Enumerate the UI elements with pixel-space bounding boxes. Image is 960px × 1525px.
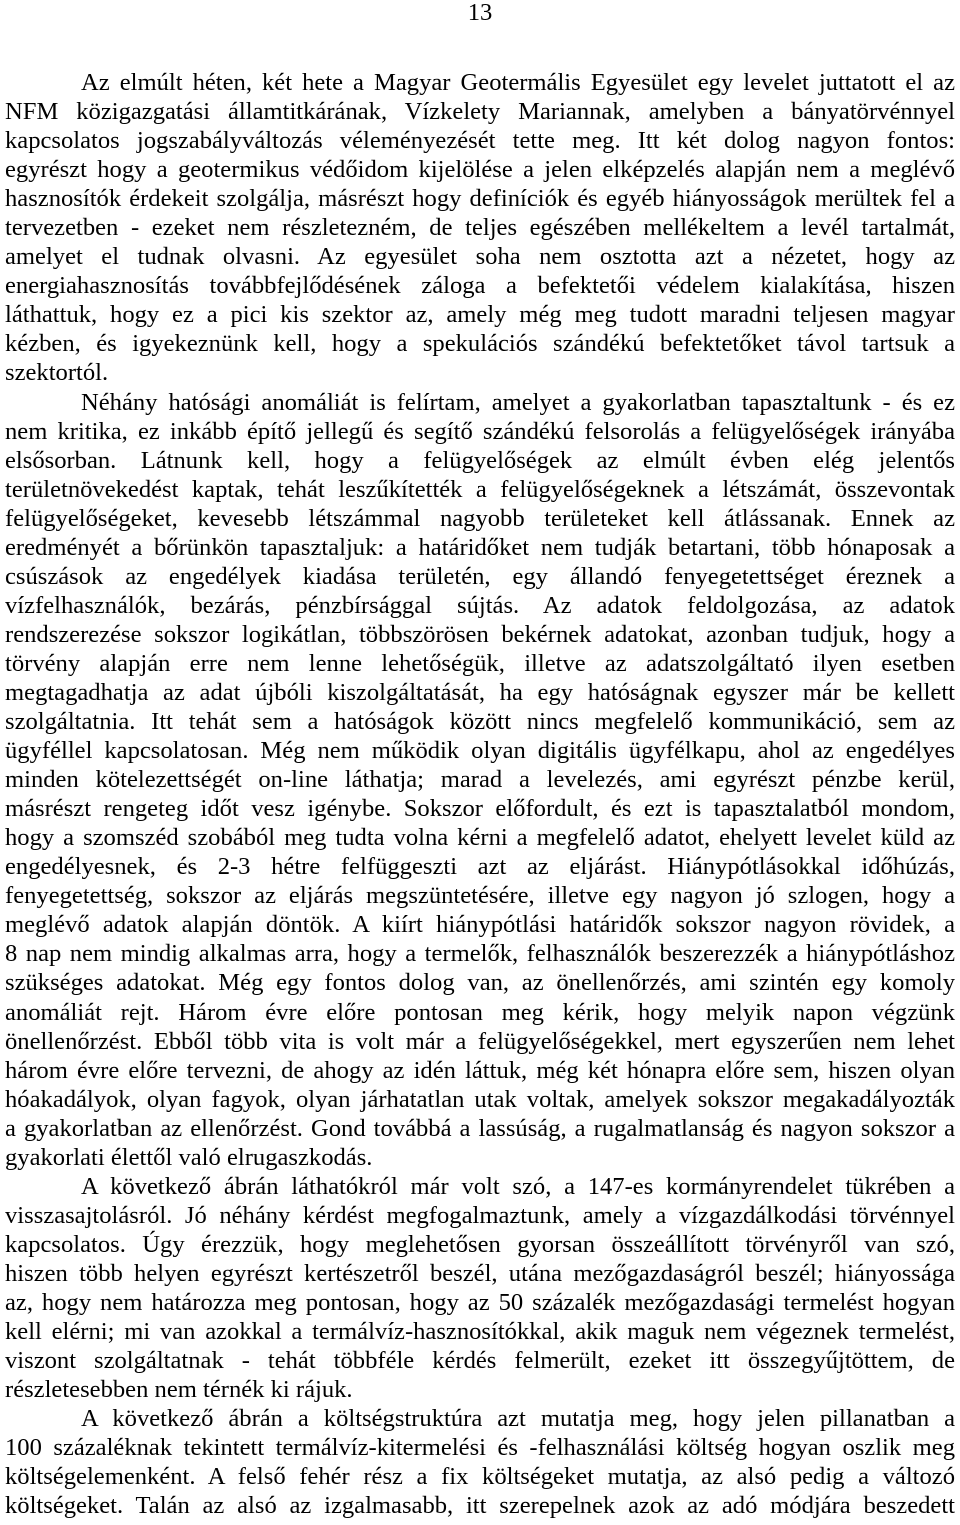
text-line: költségeket. Talán az alsó az izgalmasabb, itt szerepelnek azok az adó módjára beszedett (5, 1492, 955, 1520)
text-line: engedélyesnek, és 2-3 hétre felfüggeszti azt az eljárást. Hiánypótlásokkal időhúzás, (5, 853, 955, 881)
paragraph (5, 388, 955, 1172)
text-line: energiahasznosítás továbbfejlődésének záloga a befektetői védelem kialakítása, hiszen (5, 272, 955, 300)
paragraph (5, 68, 955, 388)
text-line: láthattuk, hogy ez a pici kis szektor az, amely még meg tudott maradni teljesen magyar (5, 301, 955, 329)
text-line: szükséges adatokat. Még egy fontos dolog van, az önellenőrzés, ami szintén egy komoly (5, 969, 955, 997)
text-line: önellenőrzést. Ebből több vita is volt már a felügyelőségekkel, mert egyszerűen nem lehet (5, 1027, 955, 1055)
text-line: Néhány hatósági anomáliát is felírtam, amelyet a gyakorlatban tapasztaltunk - és ez (81, 388, 955, 416)
text-line: másrészt rengeteg időt vesz igénybe. Sokszor előfordult, és ezt is tapasztalatból mondom, (5, 795, 955, 823)
text-line: szolgáltatnia. Itt tehát sem a hatóságok között nincs megfelelő kommunikáció, sem az (5, 708, 955, 736)
text-line: kézben, és igyekeznünk kell, hogy a spekulációs szándékú befektetőket távol tartsuk a (5, 330, 955, 358)
text-line: vízfelhasználók, bezárás, pénzbírsággal sújtás. Az adatok feldolgozása, az adatok (5, 591, 955, 619)
text-line: az, hogy nem határozza meg pontosan, hogy az 50 százalék mezőgazdasági termelést hogyan (5, 1288, 955, 1316)
text-line: a gyakorlatban az ellenőrzést. Gond továbbá a lassúság, a rugalmatlanság és nagyon sokszor a (5, 1114, 955, 1142)
text-line: nem kritika, ez inkább építő jellegű és segítő szándékú felsorolás a felügyelőségek irányába (5, 417, 955, 445)
text-line: Az elmúlt héten, két hete a Magyar Geotermális Egyesület egy levelet juttatott el az (81, 69, 955, 96)
text-line: tervezetben - ezeket nem részletezném, de teljes egészében mellékeltem a levél tartalmát, (5, 214, 955, 242)
text-line: eredményét a bőrünkön tapasztaljuk: a határidőket nem tudják betartani, több hónaposak a (5, 533, 955, 561)
text-line: elsősorban. Látnunk kell, hogy a felügyelőségek az elmúlt évben elég jelentős (5, 446, 955, 474)
text-line: költségelemenként. A felső fehér rész a fix költségeket mutatja, az alsó pedig a változó (5, 1463, 955, 1491)
body-text (5, 68, 955, 1520)
text-line: 8 nap nem mindig alkalmas arra, hogy a termelők, felhasználók beszerezzék a hiánypótláshoz (5, 940, 955, 968)
text-line: területnövekedést kaptak, tehát leszűkítették a felügyelőségeknek a létszámát, összevontak (5, 475, 955, 503)
text-line: anomáliát rejt. Három évre előre pontosan meg kérik, hogy melyik napon végzünk (5, 998, 955, 1026)
page-number: 13 (467, 0, 493, 26)
text-line: fenyegetettség, sokszor az eljárás megszüntetésére, illetve egy nagyon jó szlogen, hogy a (5, 882, 955, 910)
text-line: törvény alapján erre nem lenne lehetőségük, illetve az adatszolgáltató ilyen esetben (5, 649, 955, 677)
paragraph (5, 1172, 955, 1404)
text-line: visszasajtolásról. Jó néhány kérdést megfogalmaztunk, amely a vízgazdálkodási törvénnyel (5, 1201, 955, 1229)
text-line: meglévő adatok alapján döntök. A kiírt hiánypótlási határidők sokszor nagyon rövidek, a (5, 911, 955, 939)
text-line: A következő ábrán láthatókról már volt szó, a 147-es kormányrendelet tükrében a (81, 1172, 955, 1200)
text-line: szektortól. (5, 359, 109, 387)
paragraph (5, 1404, 955, 1520)
text-line: A következő ábrán a költségstruktúra azt mutatja meg, hogy jelen pillanatban a (81, 1405, 955, 1433)
text-line: gyakorlati élettől való elrugaszkodás. (5, 1143, 373, 1171)
text-line: ügyféllel kapcsolatosan. Még nem működik olyan digitális ügyfélkapu, ahol az engedélyes (5, 737, 955, 765)
text-line: NFM közigazgatási államtitkárának, Vízkelety Mariannak, amelyben a bányatörvénnyel (5, 98, 955, 126)
text-line: hiszen több helyen egyrészt kertészetről beszél, utána mezőgazdaságról beszél; hiányossága (5, 1259, 955, 1287)
text-line: amelyet el tudnak olvasni. Az egyesület soha nem osztotta azt a nézetet, hogy az (5, 243, 955, 271)
text-line: felügyelőségeket, kevesebb létszámmal nagyobb területeket kell átlássanak. Ennek az (5, 504, 955, 532)
text-line: viszont szolgáltatnak - tehát többféle kérdés felmerült, ezeket itt összegyűjtöttem, de (5, 1347, 955, 1375)
text-line: kapcsolatos. Úgy érezzük, hogy meglehetősen gyorsan összeállított törvényről van szó, (5, 1230, 955, 1258)
text-line: hóakadályok, olyan fagyok, olyan járhatatlan utak voltak, amelyek sokszor megakadályozták (5, 1085, 955, 1113)
text-line: egyrészt hogy a geotermikus védőidom kijelölése a jelen elképzelés alapján nem a meglévő (5, 156, 955, 184)
text-line: részletesebben nem térnék ki rájuk. (5, 1376, 353, 1404)
text-line: 100 százaléknak tekintett termálvíz-kitermelési és -felhasználási költség hogyan oszlik meg (5, 1434, 955, 1462)
text-line: csúszások az engedélyek kiadása területén, egy állandó fenyegetettséget éreznek a (5, 562, 955, 590)
text-line: hogy a szomszéd szobából meg tudta volna kérni a megfelelő adatot, ehelyett levelet küld az (5, 824, 955, 852)
text-line: minden kötelezettségét on-line láthatja; marad a levelezés, ami egyrészt pénzbe kerül, (5, 766, 955, 794)
text-line: rendszerezése sokszor logikátlan, többszörösen bekérnek adatokat, azonban tudjuk, hogy a (5, 620, 955, 648)
text-line: kell elérni; mi van azokkal a termálvíz-hasznosítókkal, akik maguk nem végeznek termelést, (5, 1318, 955, 1346)
text-line: hasznosítók érdekeit szolgálja, másrészt hogy definíciók és egyéb hiányosságok merültek fel a (5, 185, 955, 213)
text-line: megtagadhatja az adat újbóli kiszolgáltatását, ha egy hatóságnak egyszer már be kellett (5, 678, 955, 706)
text-line: kapcsolatos jogszabályváltozás véleményezését tette meg. Itt két dolog nagyon fontos: (5, 127, 955, 155)
text-line: három évre előre tervezni, de ahogy az idén láttuk, még két hónapra előre sem, hiszen olyan (5, 1056, 955, 1084)
